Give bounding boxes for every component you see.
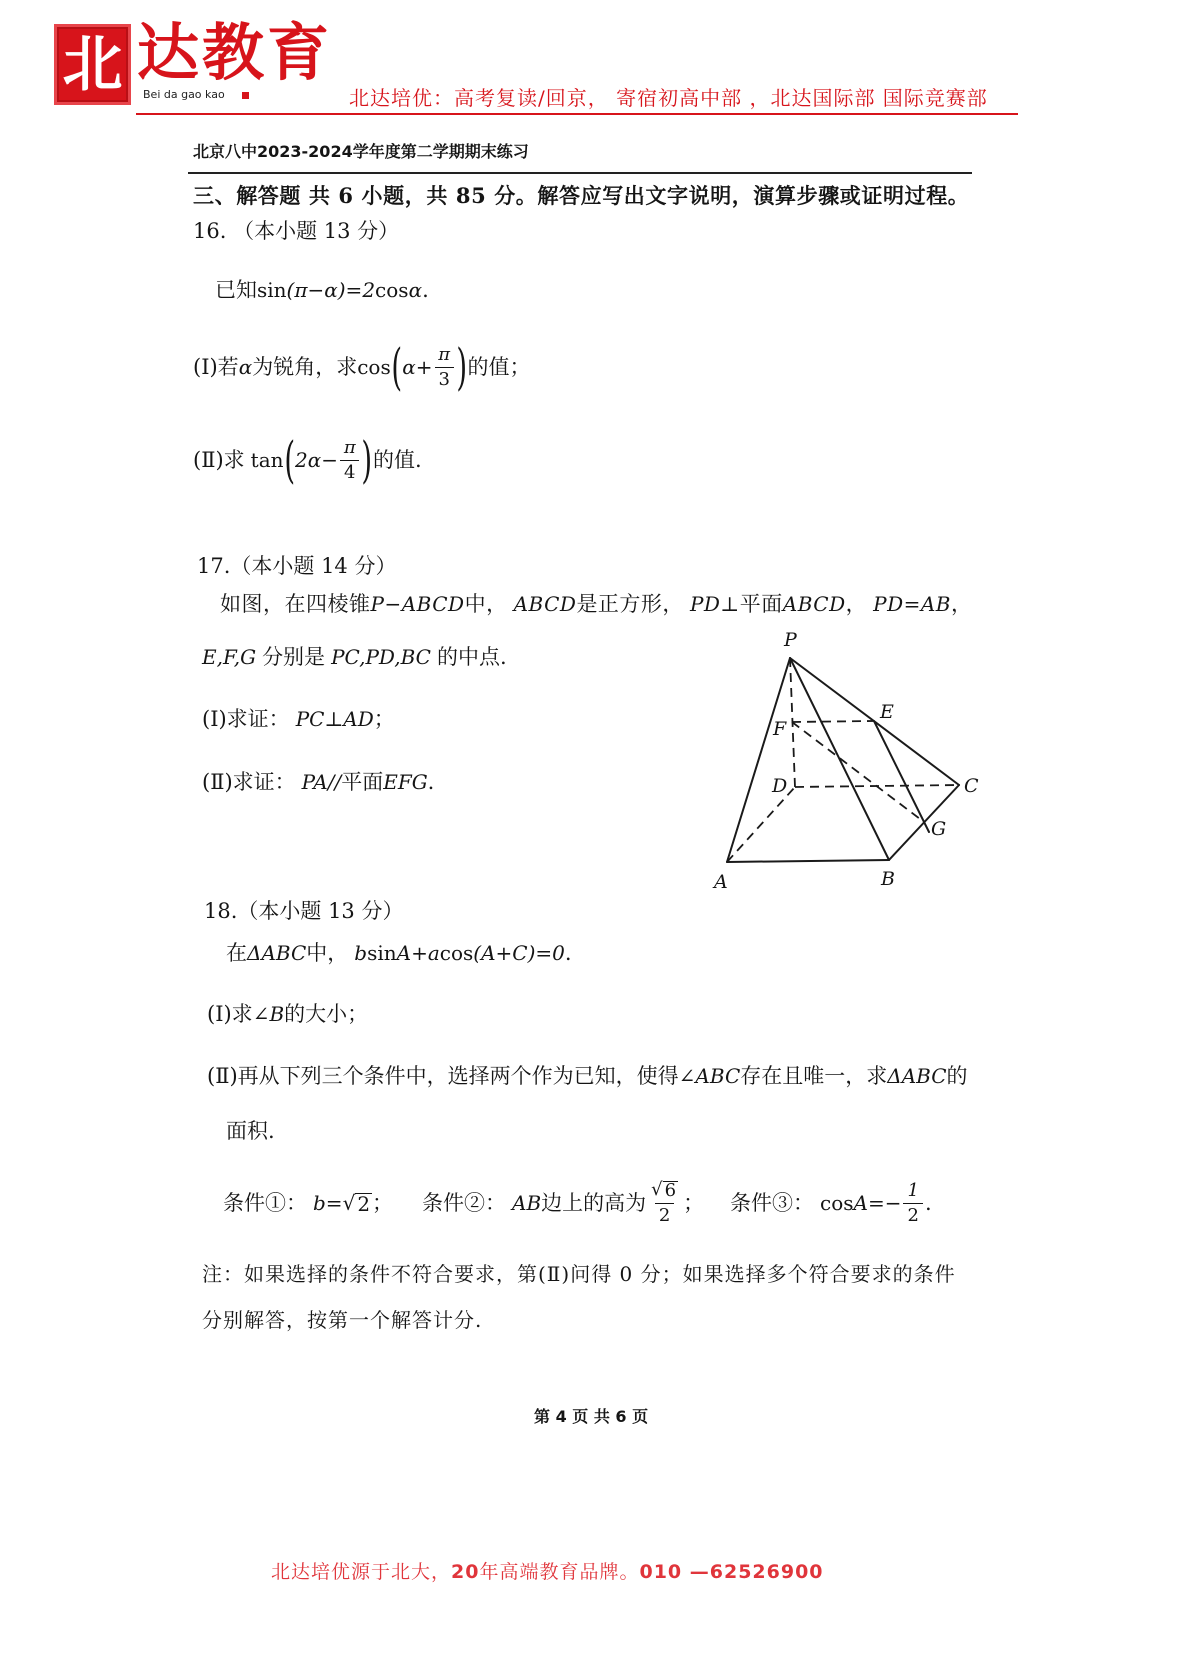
q18-given-end: . xyxy=(564,940,572,965)
q16-given-alpha: α xyxy=(408,278,423,302)
q18-given-a: 在 xyxy=(226,940,247,965)
q18-part1-label: (Ⅰ)求 xyxy=(207,1001,253,1026)
q16-part2-denominator: 4 xyxy=(340,460,359,482)
q18-condition-1-end: ； xyxy=(372,1190,394,1215)
q18-condition-2-radicand: 6 xyxy=(664,1180,677,1201)
q18-part2-a: (Ⅱ)再从下列三个条件中，选择两个作为已知，使得 xyxy=(207,1063,679,1088)
q17-part2-end: . xyxy=(427,769,435,794)
header-slogan: 北达培优：高考复读/回京， 寄宿初高中部 ，北达国际部 国际竞赛部 xyxy=(349,86,988,110)
q16-part2-label: (Ⅱ)求 xyxy=(193,447,245,472)
q18-given-triangle: ΔABC xyxy=(247,941,307,965)
q18-given xyxy=(226,938,572,968)
q18-condition-2-fraction xyxy=(648,1181,681,1225)
q17-part1 xyxy=(202,703,395,735)
q16-given-sin: sin xyxy=(257,278,287,302)
q18-note-line-1: 注：如果选择的条件不符合要求，第(Ⅱ)问得 0 分；如果选择多个符合要求的条件 xyxy=(202,1262,956,1286)
footer xyxy=(271,1560,824,1584)
q18-condition-2-label: 条件②： xyxy=(422,1190,506,1215)
q18-condition-2-denominator: 2 xyxy=(655,1203,674,1225)
edge-pa xyxy=(727,658,790,862)
q16-part1-numerator: π xyxy=(438,343,451,365)
q18-condition-3-denominator: 2 xyxy=(903,1203,922,1225)
q18-condition-1-sqrt: √ xyxy=(342,1191,356,1215)
q17-line2-points: E,F,G xyxy=(202,645,257,669)
q18-part1-math: ∠B xyxy=(252,1002,285,1026)
label-p: P xyxy=(784,629,797,651)
q18-condition-1-radicand: 2 xyxy=(357,1191,371,1216)
q17-line1-perp: PD⊥ xyxy=(689,592,740,616)
q16-part2-end: 的值. xyxy=(373,447,422,472)
q18-note-line-2: 分别解答，按第一个解答计分. xyxy=(202,1308,483,1332)
q18-condition-2-text: 边上的高为 xyxy=(541,1190,647,1215)
q18-given-v3: (A+C)=0 xyxy=(473,941,565,965)
q17-line1-pyramid: P−ABCD xyxy=(370,592,465,616)
q18-condition-2-numerator xyxy=(648,1181,681,1203)
logo-pinyin: Bei da gao kao xyxy=(143,88,225,101)
q16-part2-fraction xyxy=(340,436,359,483)
page-number: 第 4 页 共 6 页 xyxy=(534,1407,649,1426)
q17-line2-segments: PC,PD,BC xyxy=(331,645,431,669)
q18-part2-angle: ∠ABC xyxy=(678,1064,741,1088)
label-b: B xyxy=(881,868,895,890)
q16-part2-lparen: ( xyxy=(283,431,295,489)
q18-given-v2: A+a xyxy=(396,941,440,965)
edge-ab xyxy=(727,860,889,862)
q18-condition-1-label: 条件①： xyxy=(223,1190,307,1215)
q16-part1-label: (Ⅰ)若 xyxy=(193,354,239,379)
q17-line1-plane: ABCD xyxy=(782,592,846,616)
q17-line1-equal: PD=AB xyxy=(873,592,951,616)
q17-part1-label: (Ⅰ)求证： xyxy=(202,706,290,731)
q16-part2 xyxy=(193,430,422,490)
q16-given-text: 已知 xyxy=(215,277,257,302)
footer-text-b: 年高端教育品牌。 xyxy=(479,1560,640,1583)
q18-given-sin: sin xyxy=(367,941,397,965)
q16-part1-arg: α+ xyxy=(402,355,433,379)
q18-condition-2 xyxy=(422,1173,704,1233)
q16-part2-arg: 2α− xyxy=(295,448,339,472)
q17-part1-end: ； xyxy=(373,706,395,731)
q18-condition-3-end: . xyxy=(924,1190,932,1215)
logo-char: 北 xyxy=(62,29,123,100)
q16-part1-rparen: ) xyxy=(456,338,468,396)
q18-condition-3-fn: cos xyxy=(820,1191,854,1215)
q16-given xyxy=(215,274,429,306)
q18-condition-2-math: AB xyxy=(512,1191,542,1215)
q16-part1 xyxy=(193,337,530,397)
q17-line1-f: ， xyxy=(951,591,973,616)
q17-part2-math1: PA// xyxy=(301,770,342,794)
q17-line1 xyxy=(220,589,973,619)
q17-line1-d: 平面 xyxy=(739,591,783,616)
section-title: 三、解答题 共 6 小题，共 85 分。解答应写出文字说明，演算步骤或证明过程。 xyxy=(193,182,970,208)
q18-condition-1 xyxy=(223,1173,393,1233)
edge-ad xyxy=(727,787,795,862)
q16-part2-fn: tan xyxy=(250,448,284,472)
q18-condition-3 xyxy=(730,1173,932,1233)
q17-line2-b: 的中点. xyxy=(436,644,507,669)
q17-line1-a: 如图，在四棱锥 xyxy=(220,591,371,616)
q16-given-expr: (π−α)=2 xyxy=(286,278,376,302)
q16-part1-var: α xyxy=(238,355,253,379)
q17-part1-math: PC⊥AD xyxy=(295,707,374,731)
q18-part1-end: 的大小； xyxy=(284,1001,369,1026)
q18-part2 xyxy=(207,1061,968,1091)
q18-heading: 18.（本小题 13 分） xyxy=(204,898,404,923)
q17-line1-b: 中， xyxy=(464,591,508,616)
q18-part2-triangle: ΔABC xyxy=(887,1064,947,1088)
q16-part2-numerator: π xyxy=(343,436,356,458)
pyramid-figure xyxy=(700,620,990,900)
q16-given-cos: cos xyxy=(375,278,409,302)
q17-line1-square: ABCD xyxy=(513,592,577,616)
logo-dot xyxy=(242,92,249,99)
q16-heading: 16. （本小题 13 分） xyxy=(193,218,400,243)
q17-line2 xyxy=(202,642,507,672)
label-d: D xyxy=(772,775,788,797)
footer-text-a: 北达培优源于北大， xyxy=(271,1560,452,1583)
label-c: C xyxy=(964,775,979,797)
q16-part1-denominator: 3 xyxy=(435,367,454,389)
q17-line1-e: ， xyxy=(845,591,868,616)
q17-line2-a: 分别是 xyxy=(262,644,326,669)
segment-fg xyxy=(792,722,924,822)
q18-condition-1-math: b= xyxy=(313,1191,343,1215)
exam-title-divider xyxy=(188,172,972,174)
q16-part1-end: 的值； xyxy=(467,354,531,379)
logo-wordmark: 达教育 xyxy=(137,16,333,89)
q18-part2-continued: 面积. xyxy=(226,1118,275,1143)
exam-title: 北京八中2023-2024学年度第二学期期末练习 xyxy=(193,142,529,161)
q17-part2 xyxy=(202,766,434,798)
q18-part1 xyxy=(207,999,368,1029)
q17-part2-text: 平面 xyxy=(341,769,384,794)
label-g: G xyxy=(931,818,947,840)
q16-part1-text: 为锐角，求 xyxy=(252,354,358,379)
q18-given-v1: b xyxy=(354,941,368,965)
q18-condition-3-math: A=− xyxy=(853,1191,902,1215)
q18-part2-b: 存在且唯一，求 xyxy=(740,1063,888,1088)
q17-part2-label: (Ⅱ)求证： xyxy=(202,769,296,794)
label-a: A xyxy=(714,871,728,893)
segment-fe xyxy=(792,721,874,722)
q18-condition-3-label: 条件③： xyxy=(730,1190,814,1215)
footer-phone: 010 —62526900 xyxy=(639,1560,824,1583)
q18-condition-2-sqrt: √ xyxy=(651,1179,663,1200)
q18-given-b: 中， xyxy=(306,940,349,965)
q18-part2-c: 的 xyxy=(946,1063,968,1088)
q18-condition-3-numerator: 1 xyxy=(907,1179,919,1201)
logo-mark xyxy=(54,24,131,105)
q16-part1-fraction xyxy=(435,343,454,390)
q17-line1-c: 是正方形， xyxy=(576,591,684,616)
q17-part2-math2: EFG xyxy=(383,770,428,794)
header-divider xyxy=(136,113,1018,115)
q18-given-cos: cos xyxy=(439,941,474,965)
footer-years: 20 xyxy=(451,1560,480,1583)
label-f: F xyxy=(773,718,787,740)
q18-condition-3-fraction xyxy=(903,1179,922,1226)
q16-part2-rparen: ) xyxy=(361,431,373,489)
q16-part1-lparen: ( xyxy=(391,338,402,396)
segment-eg xyxy=(874,721,929,832)
label-e: E xyxy=(880,701,894,723)
q16-part1-fn: cos xyxy=(357,355,391,379)
q18-condition-2-end: ； xyxy=(683,1190,705,1215)
q17-heading: 17.（本小题 14 分） xyxy=(197,553,397,578)
q16-given-end: . xyxy=(422,277,429,302)
